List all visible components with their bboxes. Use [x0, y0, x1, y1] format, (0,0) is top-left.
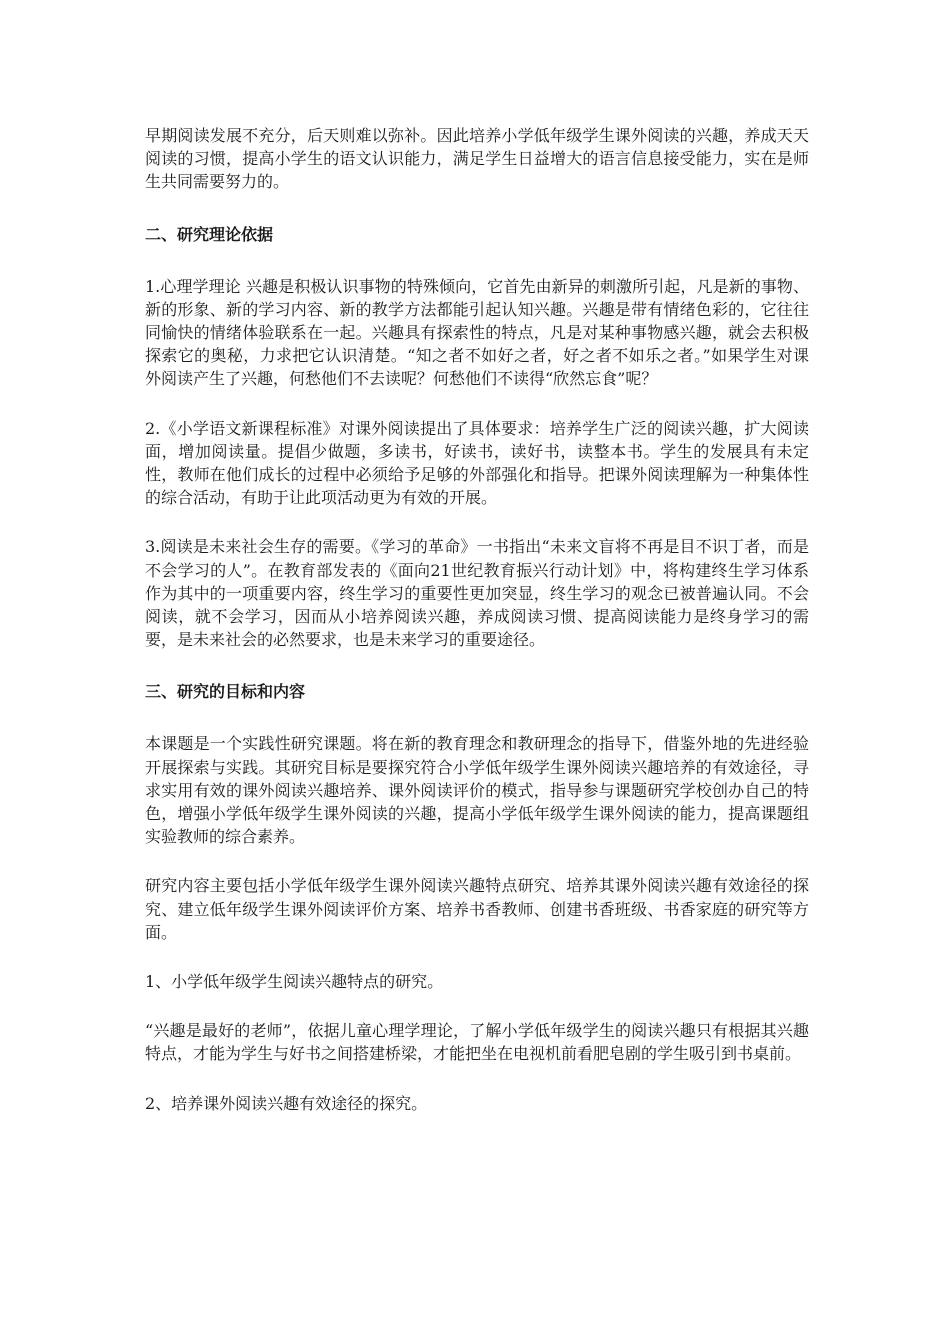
document-page — [145, 124, 809, 1115]
paragraph-theory-3: 3.阅读是未来社会生存的需要。《学习的革命》一书指出“未来文盲将不再是目不识丁者，而是不会学习的人”。在教育部发表的《面向21世纪教育振兴行动计划》中，将构建终生学习体系作为其中的一项重要内容，终生学习的重要性更加突显，终生学习的观念已被普遍认同。不会阅读，就不会学习，因而从小培养阅读兴趣，养成阅读习惯、提高阅读能力是终身学习的需要，是未来社会的必然要求，也是未来学习的重要途径。 — [145, 537, 809, 650]
paragraph-goals: 本课题是一个实践性研究课题。将在新的教育理念和教研理念的指导下，借鉴外地的先进经验开展探索与实践。其研究目标是要探究符合小学低年级学生课外阅读兴趣培养的有效途径，寻求实用有效的课外阅读兴趣培养、课外阅读评价的模式，指导参与课题研究学校创办自己的特色，增强小学低年级学生课外阅读的兴趣，提高小学低年级学生课外阅读的能力，提高课题组实验教师的综合素养。 — [145, 734, 809, 847]
paragraph-theory-2: 2.《小学语文新课程标准》对课外阅读提出了具体要求：培养学生广泛的阅读兴趣，扩大阅读面，增加阅读量。提倡少做题，多读书，好读书，读好书，读整本书。学生的发展具有未定性，教师在他们成长的过程中必须给予足够的外部强化和指导。把课外阅读理解为一种集体性的综合活动，有助于让此项活动更为有效的开展。 — [145, 418, 809, 508]
paragraph-content-overview: 研究内容主要包括小学低年级学生课外阅读兴趣特点研究、培养其课外阅读兴趣有效途径的探究、建立低年级学生课外阅读评价方案、培养书香教师、创建书香班级、书香家庭的研究等方面。 — [145, 876, 809, 942]
section-heading-theory: 二、研究理论依据 — [145, 224, 274, 244]
section-heading-goals: 三、研究的目标和内容 — [145, 682, 306, 702]
list-item-1: 1、小学低年级学生阅读兴趣特点的研究。 — [145, 972, 444, 992]
paragraph-interest-teacher: “兴趣是最好的老师”，依据儿童心理学理论，了解小学低年级学生的阅读兴趣只有根据其兴趣特点，才能为学生与好书之间搭建桥梁，才能把坐在电视机前看肥皂剧的学生吸引到书桌前。 — [145, 1021, 809, 1064]
paragraph-theory-1: 1.心理学理论 兴趣是积极认识事物的特殊倾向，它首先由新异的刺激所引起，凡是新的事物、新的形象、新的学习内容、新的教学方法都能引起认知兴趣。兴趣是带有情绪色彩的，它往往同愉快的情绪体验联系在一起。兴趣具有探索性的特点，凡是对某种事物感兴趣，就会去积极探索它的奥秘，力求把它认识清楚。“知之者不如好之者，好之者不如乐之者。”如果学生对课外阅读产生了兴趣，何愁他们不去读呢？何愁他们不读得“欣然忘食”呢？ — [145, 276, 809, 389]
paragraph-intro-continued: 早期阅读发展不充分，后天则难以弥补。因此培养小学低年级学生课外阅读的兴趣，养成天天阅读的习惯，提高小学生的语文认识能力，满足学生日益增大的语言信息接受能力，实在是师生共同需要努力的。 — [145, 126, 809, 192]
list-item-2: 2、培养课外阅读兴趣有效途径的探究。 — [145, 1093, 428, 1113]
